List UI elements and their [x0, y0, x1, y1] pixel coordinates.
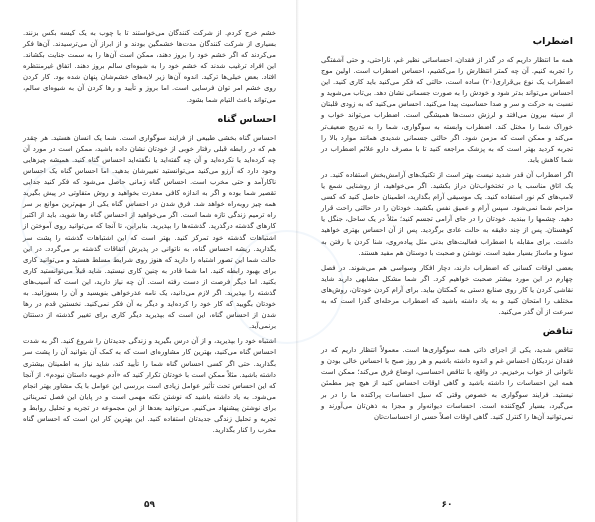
paragraph: همه ما انتظار داریم که در گذر از فقدان، احساساتی نظیر غم، ناراحتی، و حتی آشفتگی را تجربه کنیم. آن چه کمتر انتظارش را می‌کشیم، احساس اضطراب است. اولین موج اضطراب یک نوع بی‌قراری(۲۰) ساده است، حالتی که فکر می‌کنید باید کاری کنید. این احساس می‌تواند بدتر شود و خودش را به صورت جسمانی نشان دهد. بی‌تاب می‌شوید و نسبت به حرکت و سر و صدا حساسیت پیدا می‌کنید. احساس می‌کنید که به زودی قلبتان از سینه بیرون می‌افتد و لرزش دست‌ها همیشگی است. اضطراب می‌تواند خواب و خوراک شما را مختل کند. اضطراب وابسته به سوگواری، شما را به تدریج ضعیف‌تر می‌کند و ممکن است که مزمن شود. اگر حالتی جسمانی شدیدی همانند موارد بالا را تجربه کردید بهتر است که به پزشک مراجعه کنید تا با مصرف دارو علائم اضطراب در شما کاهش یابد. [321, 56, 574, 164]
page-number: ۶۰ [441, 500, 453, 510]
section-heading-contradiction: تناقض [542, 326, 573, 338]
paragraph: احساس گناه بخشی طبیعی از فرایند سوگواری است. شما یک انسان هستید. هر چقدر هم که در رابطه قبلی رفتار خوبی از خودتان نشان داده باشید، ممکن است در مورد آن چه کرده‌اید یا نکرده‌اید و آن چه گفته‌اید یا نگفته‌اید احساس گناه کنید. همیشه چیزهایی وجود دارد که آرزو می‌کنید می‌توانستید تغییرشان بدهید. اما احساس گناه یک احساس ناکارآمد و حتی مخرب است. احساس گناه زمانی حاصل می‌شود که فکر کنید جدایی تقصیر شما بوده و اگر به اندازه کافی معذرت بخواهید و روش متفاوتی در پیش بگیرید همه چیز روبه‌راه خواهد شد. فرق شدن در احساس گناه یکی از مهم‌ترین موانع بر سر راه ترمیم زندگی تازه شما است. اگر می‌خواهید از احساس گناه رها شوید، باید از اکتبر کارهای گذشته درگذرید. گذشته‌ها را بپذیرید. بنابراین، تا آنجا که می‌توانید روی آموختن از اشتباهات گذشته خود تمرکز کنید. بهتر است که این اشتباهات گذشته را پشت سر بگذارید. ریشه احساس گناه، به ناتوانی در پذیرش اتفاقات گذشته بر می‌گردد. در این حالت شما این تصور اشتباه را دارید که هنوز روی شرایط مسلط هستید و می‌توانید کاری برای بهبود رابطه کنید. اما شما قادر به چنین کاری نیستید. شاید قبلاً می‌توانستید کاری بکنید. اما دیگر فرصت از دست رفته است. آن چه نیاز دارید، این است که آسیب‌های گذشته را بپذیرید. اگر لازم می‌دانید، یک نامه عذرخواهی بنویسید و آن را بسوزانید. به خودتان بگویید که کار خود را کرده‌اید و دیگر به آن فکر نمی‌کنید. نخستین قدم در رها شدن از احساس گناه، این است که بپذیرید دیگر کاری برای تغییر گذشته از دستتان برنمی‌آید. [23, 133, 276, 331]
watermark-mark [230, 230, 344, 344]
paragraph: بعضی اوقات کسانی که اضطراب دارند، دچار افکار وسواسی هم می‌شوند. در فصل چهارم در این مورد بیشتر صحبت خواهیم کرد. اگر شما مشکل مشابهی دارید شاید نقاشی کردن یا کار روی صنایع دستی به کمکتان بیاید. برای آرام کردن خودتان، روش‌های مختلف را امتحان کنید و به یاد داشته باشید که اضطراب مرحله‌ای گذرا است که به سرعت از آن گذر می‌کنید. [321, 263, 573, 317]
page-number: ۵۹ [144, 500, 155, 510]
paragraph: تناقض شدید، یکی از اجزای ذاتی همه سوگواری‌ها است. معمولاً انتظار داریم که در فقدان نزدیکان احساس غم و اندوه داشته باشیم و هر روز صبح با احساس خالی بودن و ناتوانی از خواب برخیزیم. در واقع، با تناقض احساسی، اوضاع فرق می‌کند؛ ممکن است همه این احساسات را داشته باشید و گاهی اوقات احساس کنید از هیچ چیز مطمئن نیستید. فرایند سوگواری به خصوص وقتی که سیل احساسات پراکنده ما را در بر می‌گیرد، بسیار گیج‌کننده است. احساسات دیوانه‌وار و مجزا به ذهن‌تان می‌آورند و نمی‌توانید آن‌ها را کنترل کنید. گاهی اوقات اصلاً حسی از احساسات‌تان [321, 346, 573, 421]
section-heading-anxiety: اضطراب [532, 36, 573, 47]
watermark-mark [20, 160, 134, 274]
paragraph: اگر اضطراب آن قدر شدید نیست بهتر است از تکنیک‌های آرامش‌بخش استفاده کنید. در یک اتاق مناسب یا در تختخواب‌تان دراز بکشید. اگر می‌خواهید، از روشنایی شمع یا لامپ‌های کم نور استفاده کنید. یک موسیقی آرام بگذارید، اطمینان حاصل کنید که کسی مزاحم شما نمی‌شود. سپس آرام و عمیق نفس بکشید. خودتان را در حالتی راحت قرار دهید. چشمها را ببندید. خودتان را در جای آرامی تجسم کنید؛ مثلاً در یک ساحل، جنگل یا کوهستان. پس از چند دقیقه به حالت عادی برگردید. پس از آن احساس بهتری خواهید داشت. برای مقابله با اضطراب فعالیت‌های بدنی مثل پیاده‌روی، شنا کردن یا رفتن به سونا و ماساژ بسیار مفید است. نوشتن و صحبت با دوستان هم مفید هستند. [321, 170, 573, 257]
paragraph: خشم خرج کردم. از شرکت کنندگان می‌خواستند تا با چوب به یک کیسه بکس بزنند. بسیاری از شرکت کنندگان مدت‌ها خشمگین بودند و از ابراز آن می‌ترسیدند. آن‌ها فکر می‌کردند که اگر خشم خود را بروز دهند، ممکن است آن‌ها را به سمت جنایت بکشاند. این افراد ترغیب شدند که خشم خود را به شیوه‌ای سالم بروز دهند. اتفاق غیرمنتظره افتاد. بعض خیلی‌ها ترکید. اندوه آن‌ها زیر لایه‌های خشم‌شان پنهان شده بود. کار کردن روی خشم امر توان فرسایی است. اما بروز و تأیید و رها کردن آن به شیوه‌ای سالم، می‌تواند باعث التیام شما بشود. [23, 29, 276, 104]
right-page [298, 0, 595, 522]
section-heading-guilt: احساس گناه [217, 113, 276, 125]
paragraph: اشتباه خود را بپذیرید، و از آن درس بگیرید و زندگی جدیدتان را شروع کنید. اگر به شدت احساس گناه می‌کنید، بهترین کار مشاوره‌ای است که به کمک آن بتوانید آن را پشت سر بگذارید. حتی اگر کسی احساس گناه شما را تأیید کند، شاید نیاز به اطمینان بیشتری داشته باشید. مثلاً ممکن است با خودتان تکرار کنید که «آدم خوبیه داستان نبودم». از آنجا که این احساس تحت تأثیر عوامل زیادی است بررسی این عوامل با یک مشاور بهتر انجام می‌شود. به یاد داشته باشید که نوشتن نکته مهمی است و در پایان این فصل تمریناتی برای نوشتن پیشنهاد می‌کنیم. می‌توانید بعدها از این مجموعه در تجربه و تحلیل روابط و تجربه و تحلیل زندگی جدیدتان استفاده کنید. این بهترین کار این است که احساس گناه مخرب را کنار بگذارید. [23, 337, 276, 435]
